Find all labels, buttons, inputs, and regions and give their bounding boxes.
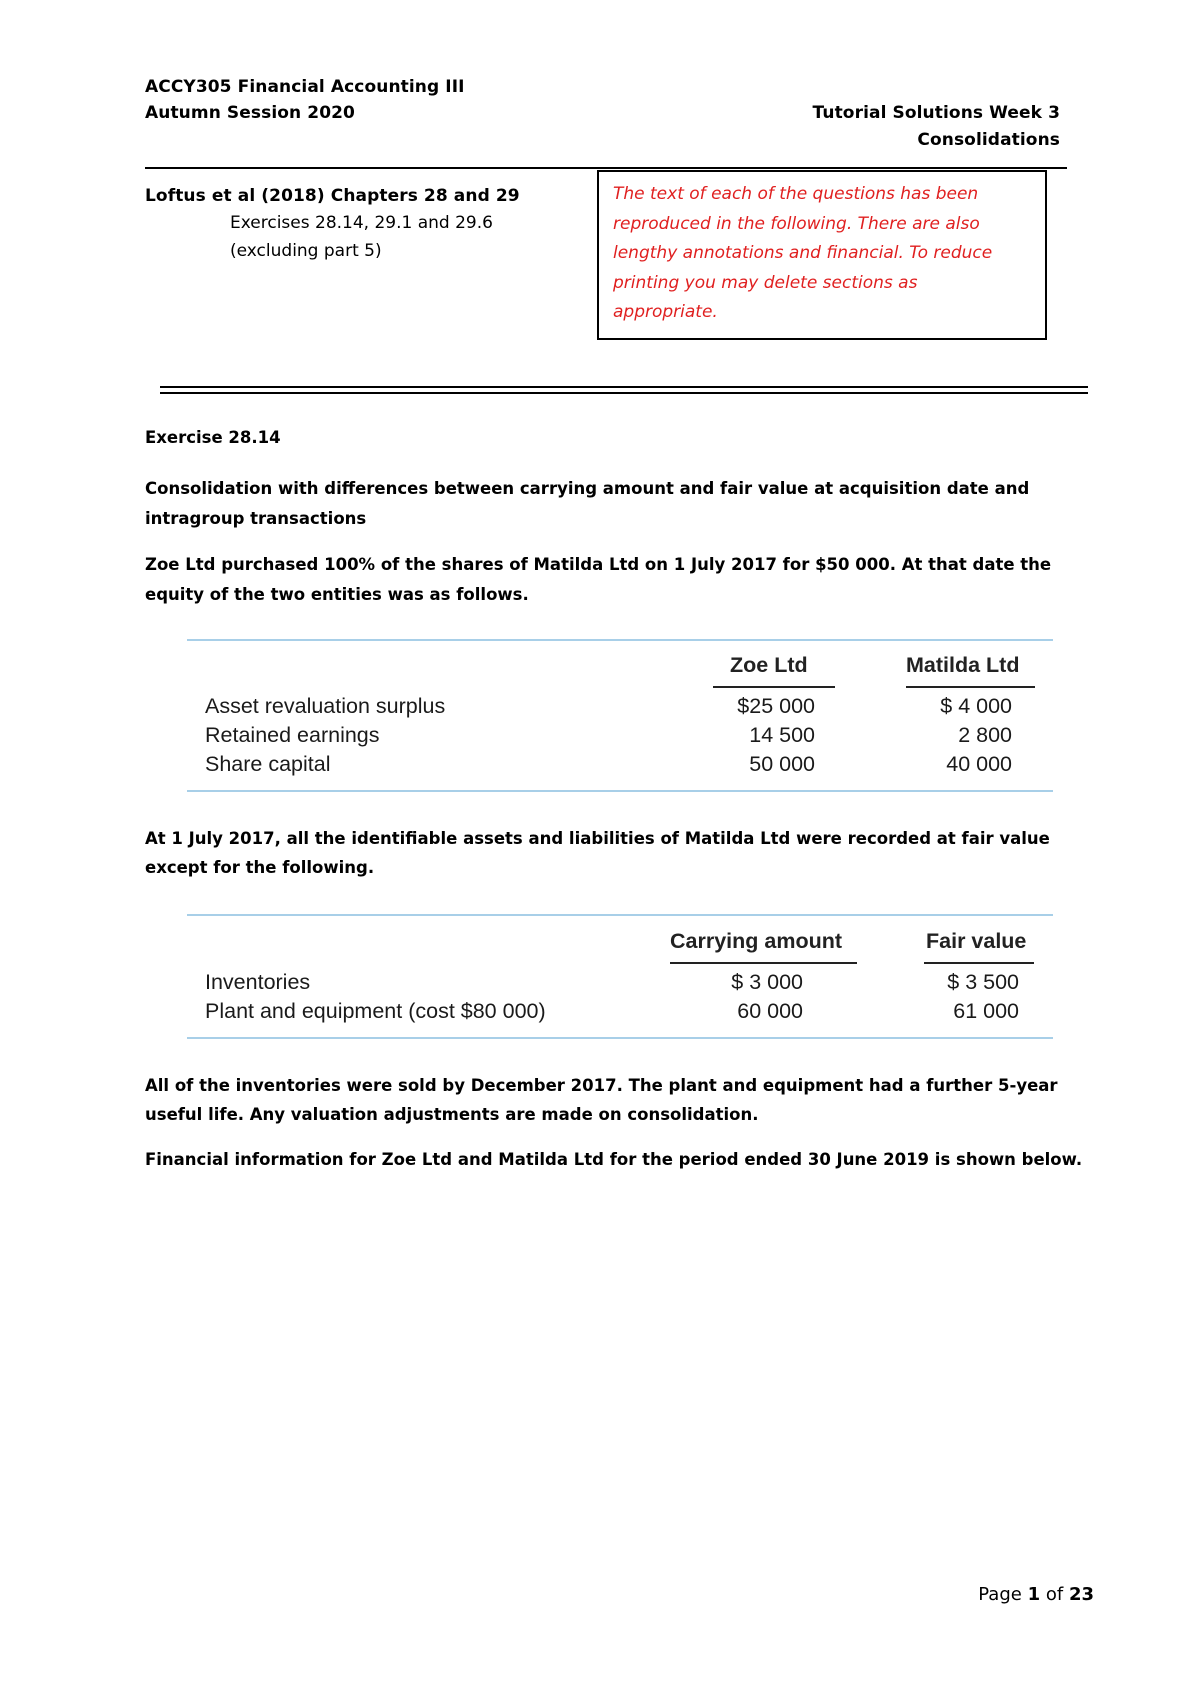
table-bottom-rule (187, 1037, 1053, 1039)
column-header-zoe: Zoe Ltd (730, 653, 808, 677)
column-rule (906, 686, 1035, 688)
section-rule-bottom (160, 392, 1088, 394)
column-rule (670, 962, 857, 964)
note-box (597, 170, 1047, 340)
section-rule-top (160, 386, 1088, 388)
paragraph-3-line2: useful life. Any valuation adjustments are made on consolidation. (145, 1105, 759, 1124)
table-cell-zoe: $25 000 (737, 694, 815, 718)
paragraph-2-line1: At 1 July 2017, all the identifiable assets and liabilities of Matilda Ltd were recorded at fair value (145, 829, 1050, 848)
session-label: Autumn Session 2020 (145, 103, 355, 123)
column-header-matilda: Matilda Ltd (906, 653, 1020, 677)
header-rule (145, 167, 1067, 169)
note-line: reproduced in the following. There are also (613, 213, 980, 234)
table-cell-fair-value: $ 3 500 (947, 970, 1019, 994)
table-cell-carrying: $ 3 000 (731, 970, 803, 994)
note-line: The text of each of the questions has been (613, 184, 979, 204)
table-top-rule (187, 639, 1053, 641)
page-current: 1 (1027, 1584, 1041, 1605)
note-line: lengthy annotations and financial. To reduce (613, 243, 993, 263)
column-header-carrying: Carrying amount (670, 929, 843, 953)
exercise-subtitle-line2: intragroup transactions (145, 509, 367, 528)
table-cell-zoe: 50 000 (749, 752, 815, 776)
table-top-rule (187, 914, 1053, 916)
table-cell-zoe: 14 500 (749, 723, 815, 747)
paragraph-2-line2: except for the following. (145, 858, 375, 877)
exercises-text: Exercises 28.14, 29.1 and 29.6 (230, 213, 493, 233)
topic-label: Consolidations (917, 130, 1060, 150)
table-bottom-rule (187, 790, 1053, 792)
note-line: printing you may delete sections as (613, 272, 918, 293)
column-header-fair-value: Fair value (926, 929, 1027, 953)
table-row-label: Inventories (205, 970, 311, 994)
table-row-label: Share capital (205, 752, 331, 776)
paragraph-4: Financial information for Zoe Ltd and Matilda Ltd for the period ended 30 June 2019 is shown below. (145, 1150, 1083, 1169)
paragraph-3-line1: All of the inventories were sold by December 2017. The plant and equipment had a further 5-year (145, 1076, 1058, 1095)
note-line: appropriate. (613, 302, 718, 322)
page-total: 23 (1068, 1584, 1094, 1605)
of-word: of (1045, 1584, 1064, 1605)
excluding-text: (excluding part 5) (230, 241, 382, 261)
course-title: ACCY305 Financial Accounting III (145, 77, 465, 97)
table-row-label: Plant and equipment (cost $80 000) (205, 999, 546, 1023)
table-cell-carrying: 60 000 (737, 999, 803, 1023)
column-rule (713, 686, 835, 688)
exercise-subtitle-line1: Consolidation with differences between carrying amount and fair value at acquisition date and (145, 479, 1030, 498)
page-word: Page (978, 1584, 1022, 1605)
doc-title: Tutorial Solutions Week 3 (812, 103, 1060, 123)
table-cell-fair-value: 61 000 (953, 999, 1019, 1023)
table-cell-matilda: 2 800 (958, 723, 1012, 747)
exercise-title: Exercise 28.14 (145, 428, 281, 447)
paragraph-1-line1: Zoe Ltd purchased 100% of the shares of Matilda Ltd on 1 July 2017 for $50 000. At that date the (145, 555, 1052, 574)
table-row-label: Asset revaluation surplus (205, 694, 446, 718)
column-rule (924, 962, 1034, 964)
page-number (978, 1584, 1094, 1605)
paragraph-1-line2: equity of the two entities was as follows. (145, 585, 529, 604)
table-row-label: Retained earnings (205, 723, 380, 747)
reference-text: Loftus et al (2018) Chapters 28 and 29 (145, 186, 520, 206)
table-cell-matilda: $ 4 000 (940, 694, 1012, 718)
table-cell-matilda: 40 000 (946, 752, 1012, 776)
